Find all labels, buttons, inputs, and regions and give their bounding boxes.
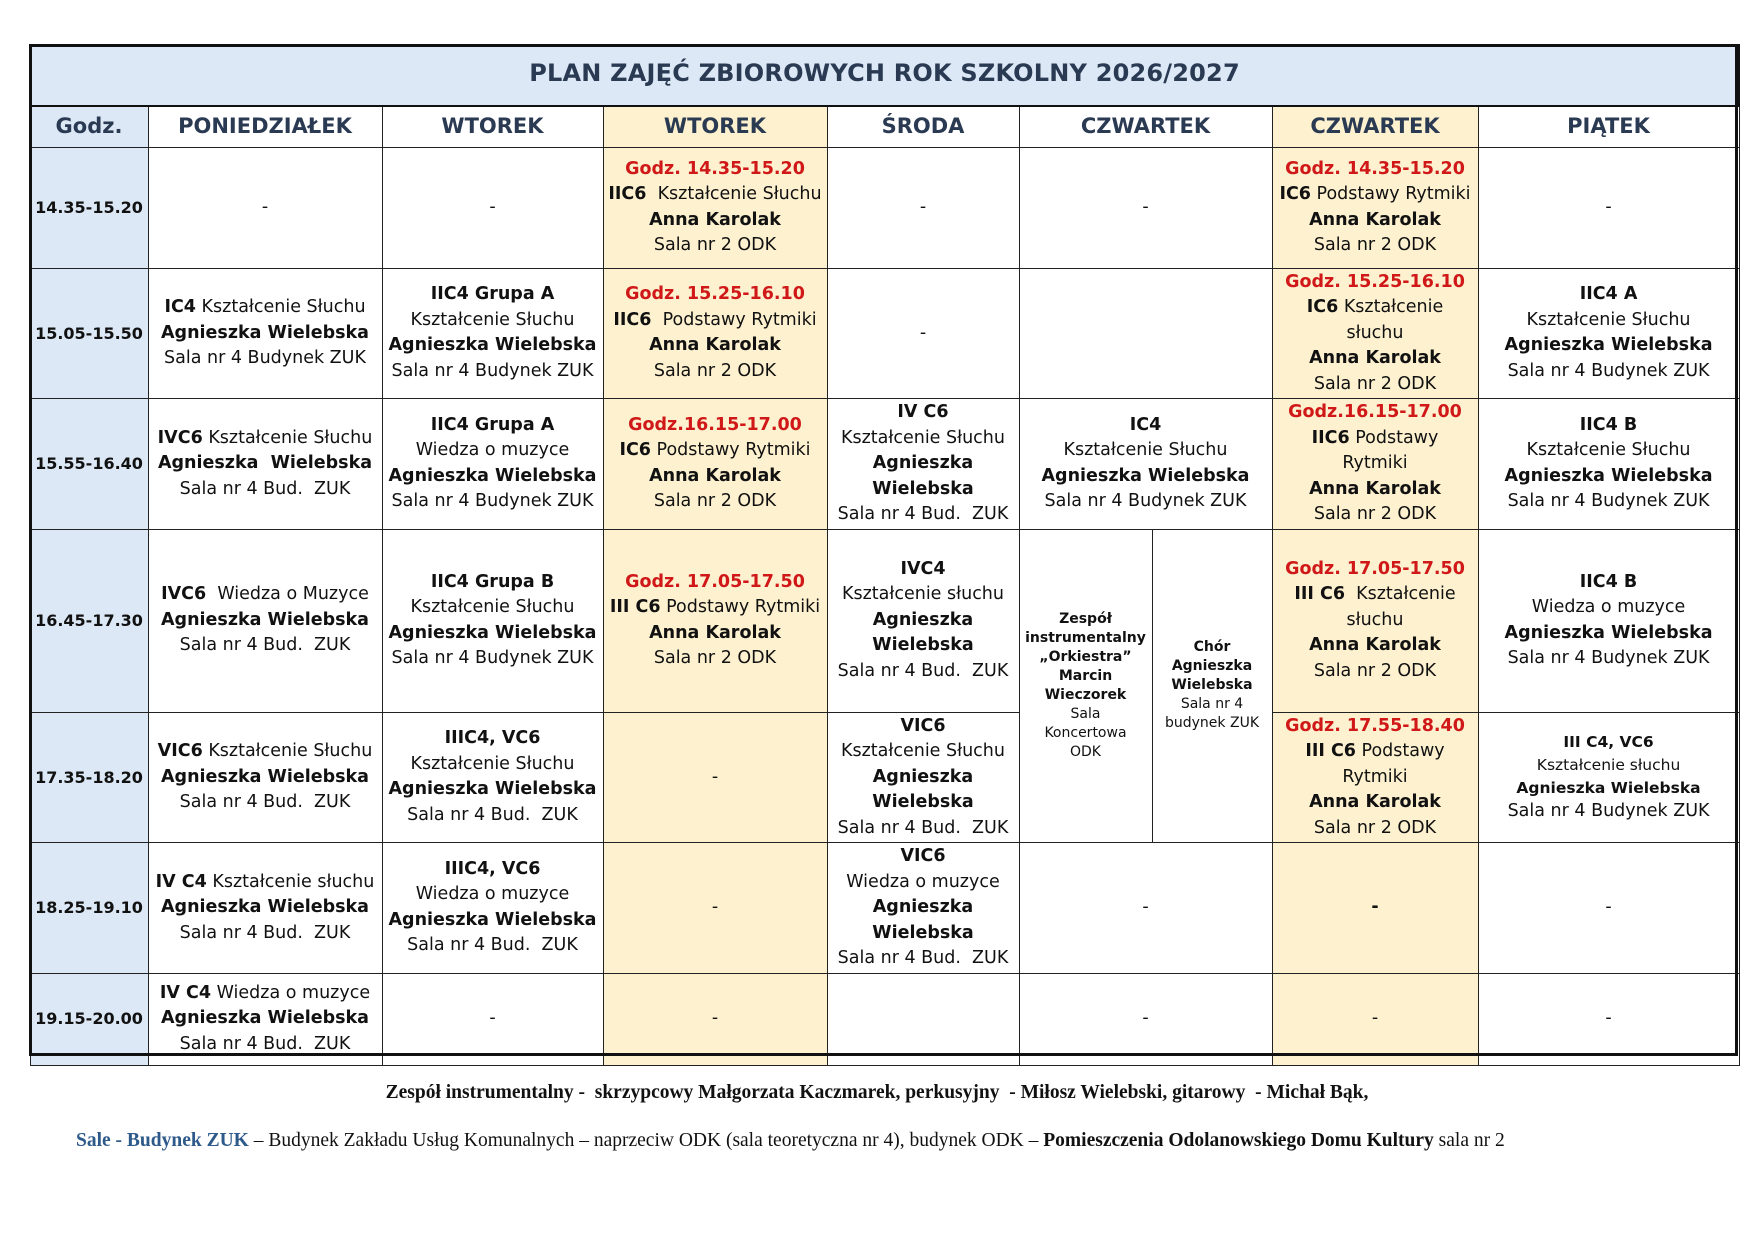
room: Sala nr 4 Budynek ZUK [1507,491,1710,512]
footer-rooms-end: sala nr 2 [1433,1130,1505,1151]
table-row [30,529,1739,712]
class-code: IIC4 Grupa A [430,414,555,435]
subject: Podstawy Rytmiki [650,440,811,461]
schedule-cell [1478,268,1739,399]
teacher: Agnieszka Wielebska [1504,622,1713,643]
room: Sala nr 4 Budynek ZUK [1507,360,1710,381]
schedule-cell [382,399,603,530]
teacher: Anna Karolak [649,335,781,356]
time-note: Godz. 14.35-15.20 [625,158,805,179]
teacher-cont: Wielebska [1171,677,1253,694]
class-code: IIC6 [608,184,647,204]
room: Sala nr 4 Bud. ZUK [837,948,1009,968]
room: Sala nr 4 Bud. ZUK [837,660,1009,681]
schedule-cell [603,268,827,399]
schedule-cell [827,399,1019,530]
teacher: Anna Karolak [1309,348,1441,368]
header-wtorek-2: WTOREK [603,106,827,147]
ensemble-name-cont: instrumentalny [1025,629,1146,646]
schedule-cell: - [1019,843,1272,974]
schedule-cell: - [1019,973,1272,1065]
teacher: Agnieszka [872,766,974,787]
room: Sala nr 4 Bud. ZUK [837,817,1009,838]
ensemble-title: „Orkiestra” [1039,648,1132,665]
class-code: III C6 [609,597,661,617]
schedule-cell [148,399,382,530]
room: Sala nr 2 ODK [1313,235,1437,255]
schedule-cell: - [148,147,382,268]
subject-cont: Rytmiki [1342,453,1408,473]
room-cont: budynek ZUK [1165,715,1259,732]
subject: Kształcenie Słuchu [202,427,373,448]
teacher: Agnieszka Wielebska [161,766,369,787]
table-row [30,399,1739,530]
schedule-cell-empty [1019,268,1272,399]
time-cell: 16.45-17.30 [30,529,148,712]
schedule-cell: - [827,147,1019,268]
subject: Kształcenie Słuchu [410,753,575,774]
teacher: Anna Karolak [649,622,781,643]
subject: Kształcenie [1338,297,1444,317]
schedule-cell: - [603,973,827,1065]
subject: Kształcenie Słuchu [202,741,373,761]
table-row [30,843,1739,974]
schedule-cell [827,529,1019,712]
footer-rooms-note [76,1130,1736,1152]
schedule-cell [603,399,827,530]
class-code: IIC6 [1311,427,1350,448]
teacher: Marcin [1058,667,1113,684]
teacher: Anna Karolak [649,209,781,230]
schedule-cell [827,712,1019,843]
teacher: Agnieszka [872,609,974,630]
time-note: Godz. 15.25-16.10 [1285,271,1465,292]
schedule-cell: - [382,147,603,268]
schedule-cell [1478,529,1739,712]
room: Sala nr 4 Bud. ZUK [179,792,351,812]
header-sroda: ŚRODA [827,106,1019,147]
schedule-cell: - [827,268,1019,399]
class-code: IIIC4, VC6 [444,728,541,749]
subject-cont: słuchu [1346,609,1404,630]
table-row [30,268,1739,399]
room: Sala nr 4 Budynek ZUK [391,360,594,381]
subject: Kształcenie Słuchu [195,297,366,317]
class-code: IC4 [1129,414,1162,435]
class-code: IC6 [1279,184,1311,204]
schedule-cell [1019,399,1272,530]
schedule-cell [1272,712,1478,843]
teacher: Agnieszka Wielebska [388,622,597,643]
time-note: Godz.16.15-17.00 [628,414,802,435]
teacher: Agnieszka Wielebska [1516,779,1701,798]
footer-ensemble-note [0,1082,1754,1104]
schedule-cell [1478,712,1739,843]
teacher: Agnieszka Wielebska [388,779,597,800]
room: Sala nr 4 Bud. ZUK [407,804,578,825]
subject: Kształcenie Słuchu [1063,440,1228,461]
schedule-cell: - [1019,147,1272,268]
room: Sala nr 4 Bud. ZUK [179,478,351,499]
header-godz: Godz. [30,106,148,147]
class-code: IIC4 A [1579,284,1638,305]
room: Sala nr 4 Bud. ZUK [179,635,351,656]
subject-cont: słuchu [1346,322,1404,343]
subject: Kształcenie Słuchu [1526,440,1691,461]
subject: Podstawy Rytmiki [651,309,817,330]
table-row [30,712,1739,843]
subject: Podstawy Rytmiki [1310,184,1471,204]
time-note: Godz. 17.05-17.50 [625,571,805,592]
room-cont-2: ODK [1070,743,1101,760]
schedule-cell [382,712,603,843]
time-cell: 18.25-19.10 [30,843,148,974]
time-note: Godz.16.15-17.00 [1288,402,1462,422]
room: Sala nr 4 Budynek ZUK [391,648,594,668]
subject: Wiedza o muzyce [415,884,570,905]
schedule-title-cell [30,45,1739,106]
teacher-cont: Wielebska [872,792,974,812]
teacher: Agnieszka Wielebska [161,609,369,630]
class-code: IC6 [1306,297,1339,317]
schedule-cell [603,529,827,712]
teacher: Agnieszka Wielebska [161,322,369,343]
subject: Kształcenie słuchu [1536,756,1681,775]
class-code: VIC6 [900,846,946,866]
subject: Podstawy [1349,427,1439,448]
teacher: Anna Karolak [1309,635,1441,656]
room: Sala nr 2 ODK [1313,817,1437,838]
room: Sala nr 4 Budynek ZUK [1507,648,1710,668]
class-code: VIC6 [900,715,946,736]
class-code: IC6 [619,440,651,461]
footer-odk-name: Pomieszczenia Odolanowskiego Domu Kultury [1043,1130,1434,1151]
class-code: III C6 [1305,741,1356,761]
time-cell: 14.35-15.20 [30,147,148,268]
room: Sala nr 4 Bud. ZUK [179,1033,351,1054]
class-code: IIIC4, VC6 [444,858,541,879]
class-code: III C4, VC6 [1563,733,1654,752]
subject: Kształcenie słuchu [206,871,375,892]
time-note: Godz. 15.25-16.10 [625,284,805,305]
room: Sala nr 2 ODK [653,360,777,381]
header-piatek: PIĄTEK [1478,106,1739,147]
subject: Kształcenie Słuchu [1526,309,1691,330]
subject: Kształcenie Słuchu [646,184,822,204]
class-code: IIC4 Grupa A [430,284,555,305]
teacher: Agnieszka Wielebska [388,335,597,356]
class-code: IVC6 [161,584,207,605]
room: Sala nr 2 ODK [1313,373,1437,394]
teacher: Anna Karolak [1309,478,1441,499]
footer-rooms-label: Sale - Budynek ZUK [76,1130,249,1151]
subject: Wiedza o muzyce [415,440,570,461]
class-code: IVC6 [157,427,203,448]
footer-rooms-text: – Budynek Zakładu Usług Komunalnych – naprzeciw ODK (sala teoretyczna nr 4), budynek ODK – [248,1130,1044,1151]
schedule-cell [148,973,382,1065]
teacher: Anna Karolak [1309,792,1441,812]
teacher: Anna Karolak [649,465,781,486]
subject: Kształcenie Słuchu [410,597,575,617]
subject: Wiedza o muzyce [846,871,1000,892]
time-cell: 17.35-18.20 [30,712,148,843]
schedule-cell: - [1272,973,1478,1065]
teacher: Agnieszka Wielebska [1504,465,1713,486]
room: Sala nr 4 Budynek ZUK [1044,491,1247,512]
class-code: IC4 [164,297,196,317]
subject: Kształcenie Słuchu [410,309,575,330]
teacher-cont: Wielebska [872,635,974,656]
schedule-cell: - [603,712,827,843]
class-code: IV C6 [897,402,949,422]
schedule-cell [1272,147,1478,268]
schedule-cell: - [382,973,603,1065]
schedule-cell [603,147,827,268]
class-code: VIC6 [157,741,203,761]
subject: Kształcenie Słuchu [841,427,1005,448]
subject: Wiedza o Muzyce [206,584,369,605]
schedule-table [29,44,1740,1066]
teacher-cont: Wielebska [872,922,974,943]
room: Sala nr 4 Bud. ZUK [179,922,351,943]
class-code: IIC6 [613,309,652,330]
subject: Kształcenie [1345,584,1456,605]
teacher: Agnieszka [872,453,974,473]
schedule-cell [1272,399,1478,530]
teacher: Agnieszka Wielebska [388,909,597,930]
schedule-cell: - [1478,843,1739,974]
schedule-cell [1478,399,1739,530]
room: Sala nr 2 ODK [653,235,777,255]
subject: Kształcenie słuchu [842,584,1004,605]
room: Sala nr 4 Bud. ZUK [837,504,1009,524]
room: Sala [1070,705,1101,722]
choir-cell [1152,529,1272,843]
room: Sala nr 4 Budynek ZUK [164,348,366,368]
room: Sala nr 4 [1180,696,1244,713]
schedule-cell [148,843,382,974]
teacher: Agnieszka [872,897,974,917]
teacher: Agnieszka Wielebska [161,897,369,917]
schedule-cell [1272,529,1478,712]
choir-name: Chór [1193,639,1231,656]
teacher: Agnieszka Wielebska [1041,465,1250,486]
room: Sala nr 4 Bud. ZUK [407,935,578,956]
schedule-cell [1272,268,1478,399]
room: Sala nr 4 Budynek ZUK [1507,801,1710,822]
subject: Podstawy Rytmiki [660,597,821,617]
schedule-cell [148,529,382,712]
schedule-cell: - [1478,147,1739,268]
teacher-cont: Wieczorek [1044,686,1127,703]
subject: Kształcenie Słuchu [841,741,1005,761]
header-czwartek-2: CZWARTEK [1272,106,1478,147]
room: Sala nr 2 ODK [1313,660,1437,681]
room: Sala nr 4 Budynek ZUK [391,491,594,512]
header-czwartek: CZWARTEK [1019,106,1272,147]
room-cont: Koncertowa [1044,724,1127,741]
ensemble-name: Zespół [1059,610,1112,627]
class-code: IIC4 Grupa B [430,571,555,592]
class-code: IV C4 [159,982,212,1003]
class-code: III C6 [1294,584,1346,605]
schedule-cell [148,712,382,843]
teacher: Agnieszka Wielebska [1504,335,1713,356]
schedule-cell [382,529,603,712]
time-note: Godz. 14.35-15.20 [1285,158,1465,179]
teacher: Agnieszka [1171,658,1253,675]
time-cell: 15.05-15.50 [30,268,148,399]
teacher: Agnieszka Wielebska [161,1008,369,1029]
schedule-cell: - [1272,843,1478,974]
schedule-cell [148,268,382,399]
table-row [30,147,1739,268]
schedule-cell [382,843,603,974]
schedule-title: PLAN ZAJĘĆ ZBIOROWYCH ROK SZKOLNY 2026/2027 [529,59,1240,88]
header-wtorek: WTOREK [382,106,603,147]
subject: Wiedza o muzyce [1531,597,1686,617]
subject: Podstawy [1355,741,1445,761]
room: Sala nr 2 ODK [653,491,777,512]
time-note: Godz. 17.55-18.40 [1285,715,1465,736]
room: Sala nr 2 ODK [1313,504,1437,524]
class-code: IIC4 B [1579,571,1638,592]
schedule-cell-empty [827,973,1019,1065]
time-note: Godz. 17.05-17.50 [1285,558,1465,579]
class-code: IV C4 [155,871,207,892]
class-code: IIC4 B [1579,414,1638,435]
schedule-cell [827,843,1019,974]
time-cell: 15.55-16.40 [30,399,148,530]
orchestra-cell [1019,529,1152,843]
footer-line-1: Zespół instrumentalny - skrzypcowy Małgorzata Kaczmarek, perkusyjny - Miłosz Wielebski, gitarowy - Michał Bąk, [385,1082,1369,1103]
time-cell: 19.15-20.00 [30,973,148,1065]
table-row [30,973,1739,1065]
teacher-cont: Wielebska [872,478,974,499]
teacher: Agnieszka Wielebska [388,465,597,486]
room: Sala nr 2 ODK [653,648,777,668]
schedule-cell: - [603,843,827,974]
schedule-cell [382,268,603,399]
teacher: Anna Karolak [1309,209,1441,230]
subject-cont: Rytmiki [1342,766,1408,787]
header-poniedzialek: PONIEDZIAŁEK [148,106,382,147]
class-code: IVC4 [900,558,946,579]
schedule-cell: - [1478,973,1739,1065]
subject: Wiedza o muzyce [211,982,371,1003]
teacher: Agnieszka Wielebska [157,453,373,473]
